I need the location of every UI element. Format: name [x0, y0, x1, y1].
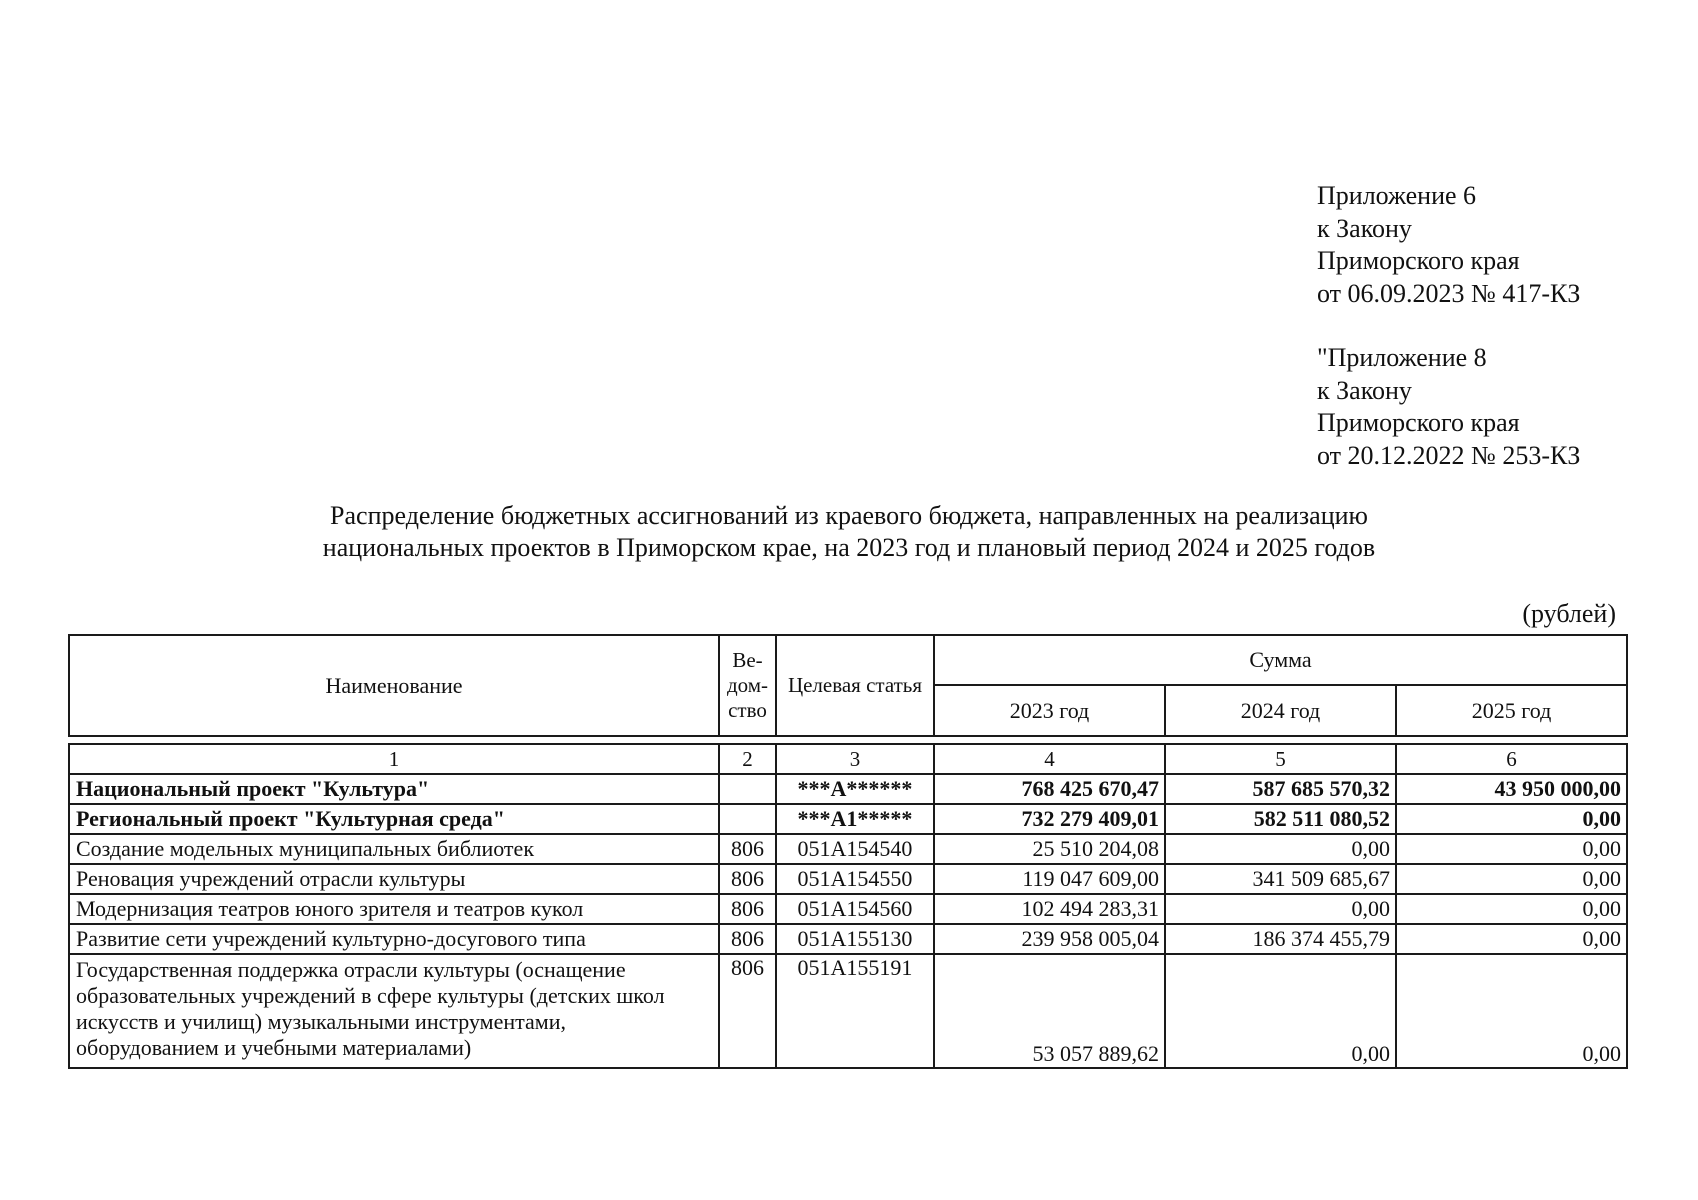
appendix-reference-current: [1317, 180, 1580, 310]
row-department-cell: 806: [719, 894, 776, 924]
row-name-cell: Модернизация театров юного зрителя и театров кукол: [69, 894, 719, 924]
appendix-line: Приморского края: [1317, 408, 1520, 437]
row-target-article-cell: ***А1*****: [776, 804, 934, 834]
row-name-cell: Реновация учреждений отрасли культуры: [69, 864, 719, 894]
row-sum-2023-cell: 768 425 670,47: [934, 774, 1165, 804]
table-row: [69, 954, 1627, 1068]
header-year-2024: 2024 год: [1165, 685, 1396, 736]
document-title-line-1: Распределение бюджетных ассигнований из краевого бюджета, направленных на реализацию: [330, 501, 1368, 530]
appendix-line: от 06.09.2023 № 417-КЗ: [1317, 278, 1581, 308]
row-sum-2025-cell: 43 950 000,00: [1396, 774, 1627, 804]
row-sum-2025-cell: 0,00: [1396, 864, 1627, 894]
appendix-line: к Закону: [1317, 213, 1412, 243]
row-department-cell: [719, 774, 776, 804]
table-header: [68, 634, 1628, 737]
row-name-cell: Региональный проект "Культурная среда": [69, 804, 719, 834]
table-row: [69, 774, 1627, 804]
row-sum-2025-cell: 0,00: [1396, 924, 1627, 954]
table-row: [69, 804, 1627, 834]
row-sum-2025-cell: 0,00: [1396, 804, 1627, 834]
row-sum-2024-cell: 582 511 080,52: [1165, 804, 1396, 834]
row-name-cell: Государственная поддержка отрасли культуры (оснащение образовательных учреждений в сфере культуры (детских школ искусств и училищ) музыкальными инструментами, оборудованием и учебными материалами): [69, 954, 719, 1068]
row-target-article-cell: 051А155130: [776, 924, 934, 954]
appendix-line: Приморского края: [1317, 246, 1520, 275]
appendix-reference-original: [1317, 342, 1580, 472]
appendix-line: "Приложение 8: [1317, 343, 1487, 372]
row-sum-2024-cell: 587 685 570,32: [1165, 774, 1396, 804]
table-row: [69, 924, 1627, 954]
row-sum-2023-cell: 732 279 409,01: [934, 804, 1165, 834]
column-number: 1: [69, 744, 719, 774]
document-title-line-2: национальных проектов в Приморском крае, на 2023 год и плановый период 2024 и 2025 годов: [322, 533, 1376, 562]
row-department-cell: [719, 804, 776, 834]
row-sum-2024-cell: 341 509 685,67: [1165, 864, 1396, 894]
row-sum-2024-cell: 0,00: [1165, 954, 1396, 1068]
appendix-line: Приложение 6: [1317, 181, 1477, 210]
header-year-2025: 2025 год: [1396, 685, 1627, 736]
row-department-cell: 806: [719, 834, 776, 864]
column-number-row: [69, 744, 1627, 774]
row-name-cell: Национальный проект "Культура": [69, 774, 719, 804]
table-row: [69, 834, 1627, 864]
row-department-cell: 806: [719, 954, 776, 1068]
table-row: [69, 864, 1627, 894]
row-target-article-cell: 051А154550: [776, 864, 934, 894]
row-sum-2023-cell: 119 047 609,00: [934, 864, 1165, 894]
row-sum-2024-cell: 186 374 455,79: [1165, 924, 1396, 954]
appendix-line: к Закону: [1317, 375, 1412, 405]
row-sum-2025-cell: 0,00: [1396, 954, 1627, 1068]
row-target-article-cell: 051А155191: [776, 954, 934, 1068]
row-sum-2023-cell: 102 494 283,31: [934, 894, 1165, 924]
header-name: Наименование: [69, 635, 719, 736]
row-sum-2024-cell: 0,00: [1165, 834, 1396, 864]
column-number: 2: [719, 744, 776, 774]
row-sum-2023-cell: 53 057 889,62: [934, 954, 1165, 1068]
document-title: [0, 500, 1698, 564]
header-target-article: Целевая статья: [776, 635, 934, 736]
row-sum-2025-cell: 0,00: [1396, 834, 1627, 864]
units-label: (рублей): [1522, 599, 1616, 628]
column-number: 6: [1396, 744, 1627, 774]
header-department: Ве-дом-ство: [719, 635, 776, 736]
row-sum-2024-cell: 0,00: [1165, 894, 1396, 924]
row-sum-2023-cell: 25 510 204,08: [934, 834, 1165, 864]
row-sum-2025-cell: 0,00: [1396, 894, 1627, 924]
row-department-cell: 806: [719, 924, 776, 954]
column-number: 5: [1165, 744, 1396, 774]
table-row: [69, 894, 1627, 924]
row-name-cell: Развитие сети учреждений культурно-досугового типа: [69, 924, 719, 954]
appendix-line: от 20.12.2022 № 253-КЗ: [1317, 440, 1581, 470]
row-sum-2023-cell: 239 958 005,04: [934, 924, 1165, 954]
row-target-article-cell: 051А154540: [776, 834, 934, 864]
column-number: 4: [934, 744, 1165, 774]
column-number: 3: [776, 744, 934, 774]
row-target-article-cell: 051А154560: [776, 894, 934, 924]
header-year-2023: 2023 год: [934, 685, 1165, 736]
row-name-cell: Создание модельных муниципальных библиотек: [69, 834, 719, 864]
header-sum: Сумма: [934, 635, 1627, 685]
row-target-article-cell: ***А******: [776, 774, 934, 804]
budget-table: [68, 743, 1628, 1069]
row-department-cell: 806: [719, 864, 776, 894]
